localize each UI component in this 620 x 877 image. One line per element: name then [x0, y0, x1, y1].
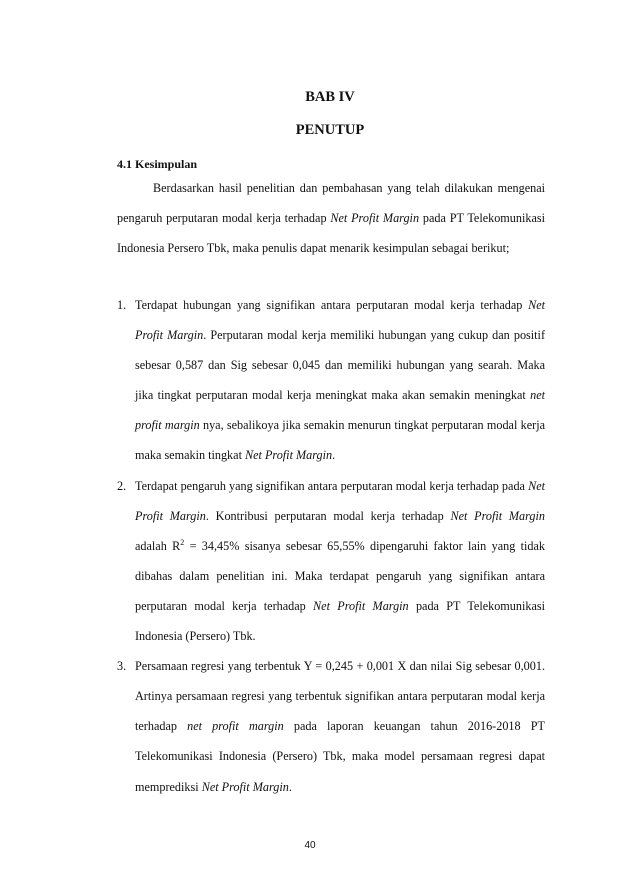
item-text: . — [332, 448, 336, 463]
chapter-number: BAB IV — [305, 89, 355, 105]
intro-emphasis: Net Profit Margin — [330, 211, 420, 226]
item-number: 1. — [117, 298, 127, 312]
item-text: pada laporan keuangan tahun 2016-2018 PT Telekomunikasi Indonesia (Persero) Tbk, maka model persamaan regresi dapat memprediksi — [135, 719, 545, 794]
item-text: adalah R — [135, 538, 181, 553]
conclusion-list — [117, 290, 545, 802]
page-number: 40 — [304, 840, 316, 851]
item-text: . Kontribusi perputaran modal kerja terhadap — [205, 508, 451, 523]
item-text: . Perputaran modal kerja memiliki hubungan yang cukup dan positif sebesar 0,587 dan Sig sebesar 0,045 dan memiliki hubungan yang searah. Maka jika tingkat perputaran modal kerja meningkat maka akan semakin meningkat — [135, 328, 545, 403]
item-emphasis: Net Profit Margin — [135, 478, 545, 523]
item-emphasis: net profit margin — [187, 719, 284, 734]
item-text: Terdapat pengaruh yang signifikan antara perputaran modal kerja terhadap pada — [135, 478, 529, 493]
section-heading: 4.1 Kesimpulan — [117, 157, 198, 171]
item-emphasis: net profit margin — [135, 388, 545, 433]
item-text: pada PT Telekomunikasi Indonesia (Persero) Tbk. — [135, 598, 545, 644]
item-emphasis: Net Profit Margin — [245, 448, 333, 463]
intro-text: pada PT Telekomunikasi Indonesia Persero Tbk, maka penulis dapat menarik kesimpulan sebagai berikut; — [117, 211, 545, 256]
conclusion-item-2 — [117, 471, 545, 652]
item-text: = 34,45% sisanya sebesar 65,55% dipengaruhi faktor lain yang tidak dibahas dalam penelitian ini. Maka terdapat pengaruh yang signifikan antara perputaran modal kerja terhadap — [135, 538, 545, 613]
item-emphasis: Net Profit Margin — [450, 508, 545, 523]
conclusion-item-3 — [117, 651, 545, 801]
intro-text: Berdasarkan hasil penelitian dan pembahasan yang telah dilakukan mengenai pengaruh perputaran modal kerja terhadap — [117, 181, 545, 226]
item-emphasis: Net Profit Margin — [201, 779, 289, 794]
item-text: . — [288, 779, 292, 794]
item-text: Terdapat hubungan yang signifikan antara perputaran modal kerja terhadap — [135, 298, 529, 312]
item-text: nya, sebalikoya jika semakin menurun tingkat perputaran modal kerja maka semakin tingkat — [135, 418, 545, 463]
item-number: 2. — [117, 478, 127, 493]
superscript: 2 — [180, 537, 185, 547]
item-emphasis: Net Profit Margin — [135, 298, 545, 343]
chapter-title: PENUTUP — [295, 122, 365, 138]
item-number: 3. — [117, 659, 127, 674]
conclusion-item-1 — [117, 290, 545, 471]
item-text: Persamaan regresi yang terbentuk Y = 0,245 + 0,001 X dan nilai Sig sebesar 0,001. Artinya persamaan regresi yang terbentuk signifikan antara perputaran modal kerja terhadap — [135, 659, 545, 734]
item-emphasis: Net Profit Margin — [313, 598, 409, 613]
intro-paragraph — [117, 173, 545, 263]
